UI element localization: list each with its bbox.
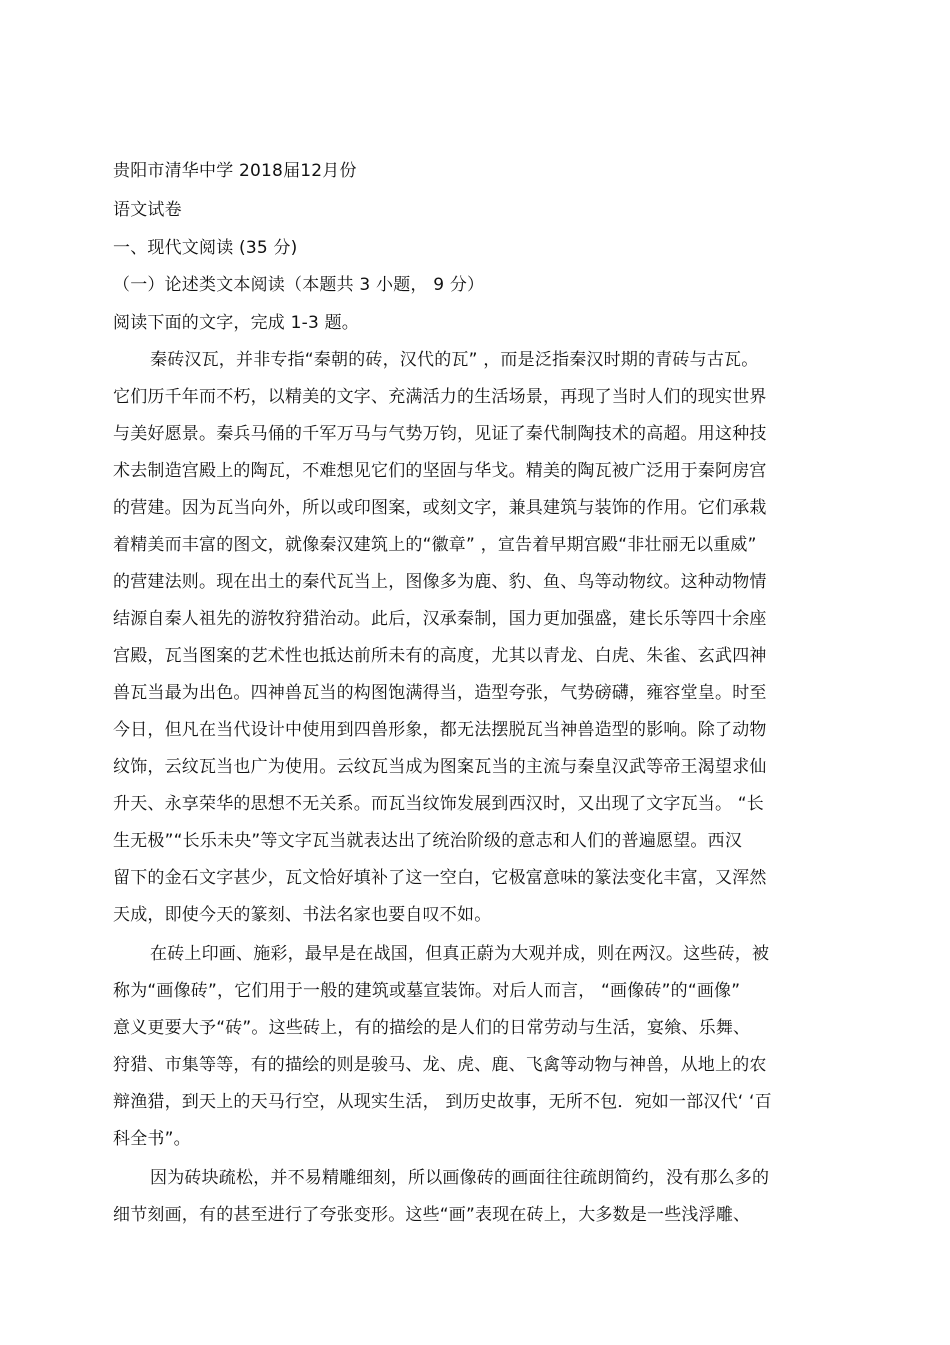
paragraph-line: 结源自秦人祖先的游牧狩猎治动。此后，汉承秦制，国力更加强盛，建长乐等四十余座: [113, 609, 767, 629]
section-title: 一、现代文阅读 (35 分): [113, 238, 298, 258]
paragraph-line: 纹饰，云纹瓦当也广为使用。云纹瓦当成为图案瓦当的主流与秦皇汉武等帝王渴望求仙: [113, 757, 767, 777]
paragraph-line: 细节刻画，有的甚至进行了夸张变形。这些“画”表现在砖上，大多数是一些浅浮雕、: [113, 1205, 751, 1225]
paragraph-line: 称为“画像砖”，它们用于一般的建筑或墓宣装饰。对后人而言， “画像砖”的“画像”: [113, 981, 741, 1001]
paragraph-line: 留下的金石文字甚少，瓦文恰好填补了这一空白，它极富意味的篆法变化丰富，又浑然: [113, 868, 767, 888]
paragraph-line: 狩猎、市集等等，有的描绘的则是骏马、龙、虎、鹿、飞禽等动物与神兽，从地上的农: [113, 1055, 767, 1075]
paragraph-line: 升天、永享荣华的思想不无关系。而瓦当纹饰发展到西汉时，又出现了文字瓦当。 “长: [113, 794, 765, 814]
paragraph-line: 的营建。因为瓦当向外，所以或印图案，或刻文字，兼具建筑与装饰的作用。它们承栽: [113, 498, 767, 518]
paragraph-line: 与美好愿景。秦兵马俑的千军万马与气势万钧，见证了秦代制陶技术的高超。用这种技: [113, 424, 767, 444]
paragraph-line: 宫殿，瓦当图案的艺术性也抵达前所未有的高度，尤其以青龙、白虎、朱雀、玄武四神: [113, 646, 767, 666]
section-subtitle: （一）论述类文本阅读（本题共 3 小题， 9 分）: [113, 275, 485, 295]
reading-instruction: 阅读下面的文字，完成 1-3 题。: [113, 313, 359, 333]
subject-title: 语文试卷: [113, 200, 182, 220]
paragraph-line: 兽瓦当最为出色。四神兽瓦当的构图饱满得当，造型夸张，气势磅礴，雍容堂皇。时至: [113, 683, 767, 703]
paragraph-line: 着精美而丰富的图文，就像秦汉建筑上的“徽章” ，宣告着早期宫殿“非壮丽无以重威”: [113, 535, 757, 555]
paragraph-line: 科全书”。: [113, 1129, 191, 1149]
paragraph-line: 它们历千年而不朽，以精美的文字、充满活力的生活场景，再现了当时人们的现实世界: [113, 387, 767, 407]
paragraph-line: 的营建法则。现在出土的秦代瓦当上，图像多为鹿、豹、鱼、鸟等动物纹。这种动物情: [113, 572, 767, 592]
paragraph-line: 生无极”“长乐未央”等文字瓦当就表达出了统治阶级的意志和人们的普遍愿望。西汉: [113, 831, 743, 851]
paragraph-line: 天成，即使今天的篆刻、书法名家也要自叹不如。: [113, 905, 492, 925]
paragraph-line: 在砖上印画、施彩，最早是在战国，但真正蔚为大观并成，则在两汉。这些砖，被: [150, 944, 770, 964]
paragraph-line: 今日，但凡在当代设计中使用到四兽形象，都无法摆脱瓦当神兽造型的影响。除了动物: [113, 720, 767, 740]
paragraph-line: 意义更要大予“砖”。这些砖上，有的描绘的是人们的日常劳动与生活，宴飨、乐舞、: [113, 1018, 751, 1038]
paragraph-line: 因为砖块疏松，并不易精雕细刻，所以画像砖的画面往往疏朗简约，没有那么多的: [150, 1168, 770, 1188]
paragraph-line: 辩渔猎，到天上的天马行空，从现实生活， 到历史故事，无所不包．宛如一部汉代‘ ‘百: [113, 1092, 772, 1112]
school-header-line: 贵阳市清华中学 2018届12月份: [113, 161, 357, 181]
paragraph-line: 秦砖汉瓦，并非专指“秦朝的砖，汉代的瓦” ，而是泛指秦汉时期的青砖与古瓦。: [150, 350, 759, 370]
paragraph-line: 术去制造宫殿上的陶瓦，不难想见它们的坚固与华戈。精美的陶瓦被广泛用于秦阿房宫: [113, 461, 767, 481]
